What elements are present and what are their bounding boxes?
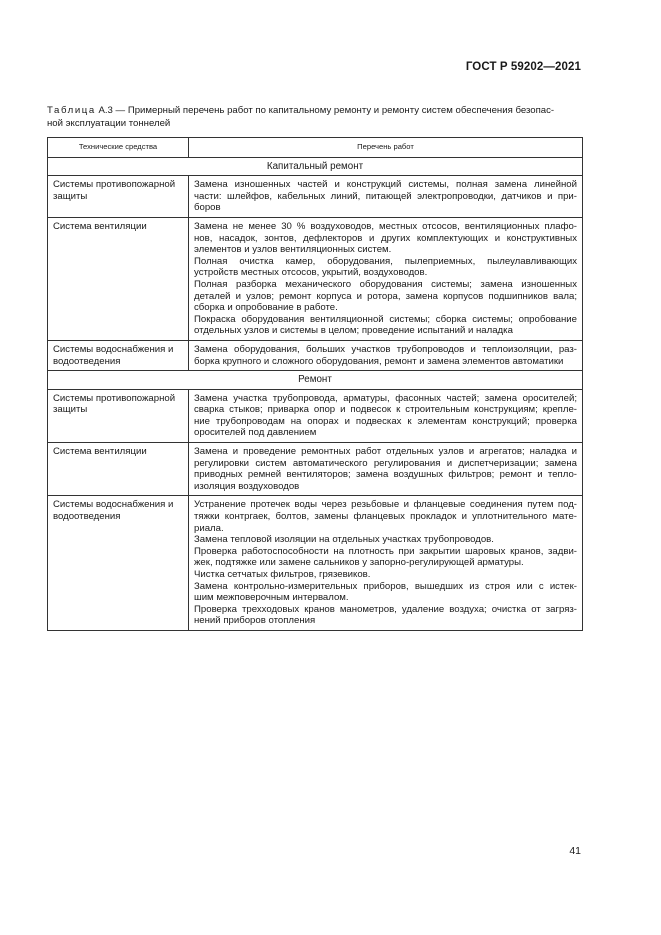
header-work-list: Перечень работ [189,138,583,158]
work-line: Чистка сетчатых фильтров, грязевиков. [194,569,371,580]
system-name-cell: Система вентиляции [48,443,189,496]
work-line: Устранение протечек воды через резьбовые и фланцевые соединения путем под- [194,499,577,511]
caption-line-1 [47,104,582,117]
caption-label: Таблица [47,105,96,116]
work-line: оросителей под давлением [194,427,317,439]
table-row [48,176,583,218]
work-line: Покраска оборудования вентиляционной системы; сборка системы; опробование [194,313,577,325]
section-row [48,157,583,176]
section-row [48,371,583,390]
table-row [48,389,583,442]
work-line: Замена участка трубопровода, арматуры, фасонных частей; замена оросителей; [194,392,577,404]
system-name-cell: Системы противопожарной защиты [48,389,189,442]
work-line: Замена оборудования, больших участков трубопроводов и теплоизоляции, раз- [194,343,577,355]
page-number: 41 [569,845,581,857]
work-line: приводных ремней вентиляторов; замена воздушных фильтров; ремонт и тепло- [194,469,577,481]
system-name-cell: Система вентиляции [48,217,189,340]
work-line: изоляция воздуховодов [194,480,300,492]
work-line: Полная очистка камер, оборудования, пылеприемных, пылеулавливающих [194,255,577,267]
work-line: риала. [194,522,224,534]
work-line: борка крупного и сложного оборудования, ремонт и замена элементов автоматики [194,355,564,367]
work-list-cell [189,496,583,631]
work-line: деталей и узлов; ремонт корпуса и ротора, замена корпусов подшипников вала; [194,290,577,302]
work-list-cell [189,389,583,442]
work-line: регулировки систем автоматического регулирования и диспетчеризации; замена [194,457,577,469]
work-line: отдельных узлов и системы в целом; проведение испытаний и наладка [194,325,513,337]
table-row [48,217,583,340]
table-body [48,157,583,630]
work-line: сварка стыков; приварка опор и подвесок к строительным конструкциям; крепле- [194,404,577,416]
work-line: Замена не менее 30 % воздуховодов, местных отсосов, вентиляционных плафо- [194,220,577,232]
work-line: части: шлейфов, кабельных линий, питающей электропроводки, датчиков и при- [194,190,577,202]
work-list-cell [189,217,583,340]
work-line: боров [194,202,221,214]
document-code: ГОСТ Р 59202—2021 [465,61,581,73]
work-line: Замена контрольно-измерительных приборов, вышедших из строя или с истек- [194,580,577,592]
section-title: Капитальный ремонт [48,157,583,176]
table-header-row [48,138,583,158]
header-technical-means: Технические средства [48,138,189,158]
works-table [47,137,583,631]
work-list-cell [189,340,583,370]
work-line: шим межповерочным интервалом. [194,592,349,604]
work-line: ние трубопроводам на опорах и подвесках к элементам конструкций; проверка [194,415,577,427]
work-line: тяжки контргаек, болтов, замены фланцевых прокладок и уплотнительного мате- [194,511,577,523]
section-title: Ремонт [48,371,583,390]
caption-line-2: ной эксплуатации тоннелей [47,118,171,129]
work-line: Полная разборка механического оборудования системы; замена изношенных [194,278,577,290]
system-name-cell: Системы водоснабжения и водоотведения [48,340,189,370]
work-line: Замена изношенных частей и конструкций системы, полная замена линейной [194,179,577,191]
work-line: Замена тепловой изоляции на отдельных участках трубопроводов. [194,534,494,546]
work-list-cell [189,443,583,496]
work-line: элементов и узлов вентиляционных систем. [194,244,392,256]
work-list-cell [189,176,583,218]
table-row [48,496,583,631]
work-line: устройств местных отсосов, укрытий, воздуховодов. [194,267,428,279]
system-name-cell: Системы противопожарной защиты [48,176,189,218]
work-line: Проверка работоспособности на плотность при закрытии шаровых кранов, задви- [194,545,577,557]
work-line: Замена и проведение ремонтных работ отдельных узлов и агрегатов; наладка и [194,446,577,458]
table-caption [47,104,582,130]
table-row [48,340,583,370]
system-name-cell: Системы водоснабжения и водоотведения [48,496,189,631]
work-line: сборка и опробование в работе. [194,302,338,314]
work-line: нов, насадок, зонтов, дефлекторов и других комплектующих и конструктивных [194,232,577,244]
work-line: нений приборов отопления [194,615,316,627]
table-row [48,443,583,496]
work-line: жек, подтяжке или замене сальников у запорно-регулирующей арматуры. [194,557,524,569]
work-line: Проверка трехходовых кранов манометров, удаление воздуха; очистка от загряз- [194,603,577,615]
caption-text: А.3 — Примерный перечень работ по капитальному ремонту и ремонту систем обеспечения безопас- [95,105,555,116]
